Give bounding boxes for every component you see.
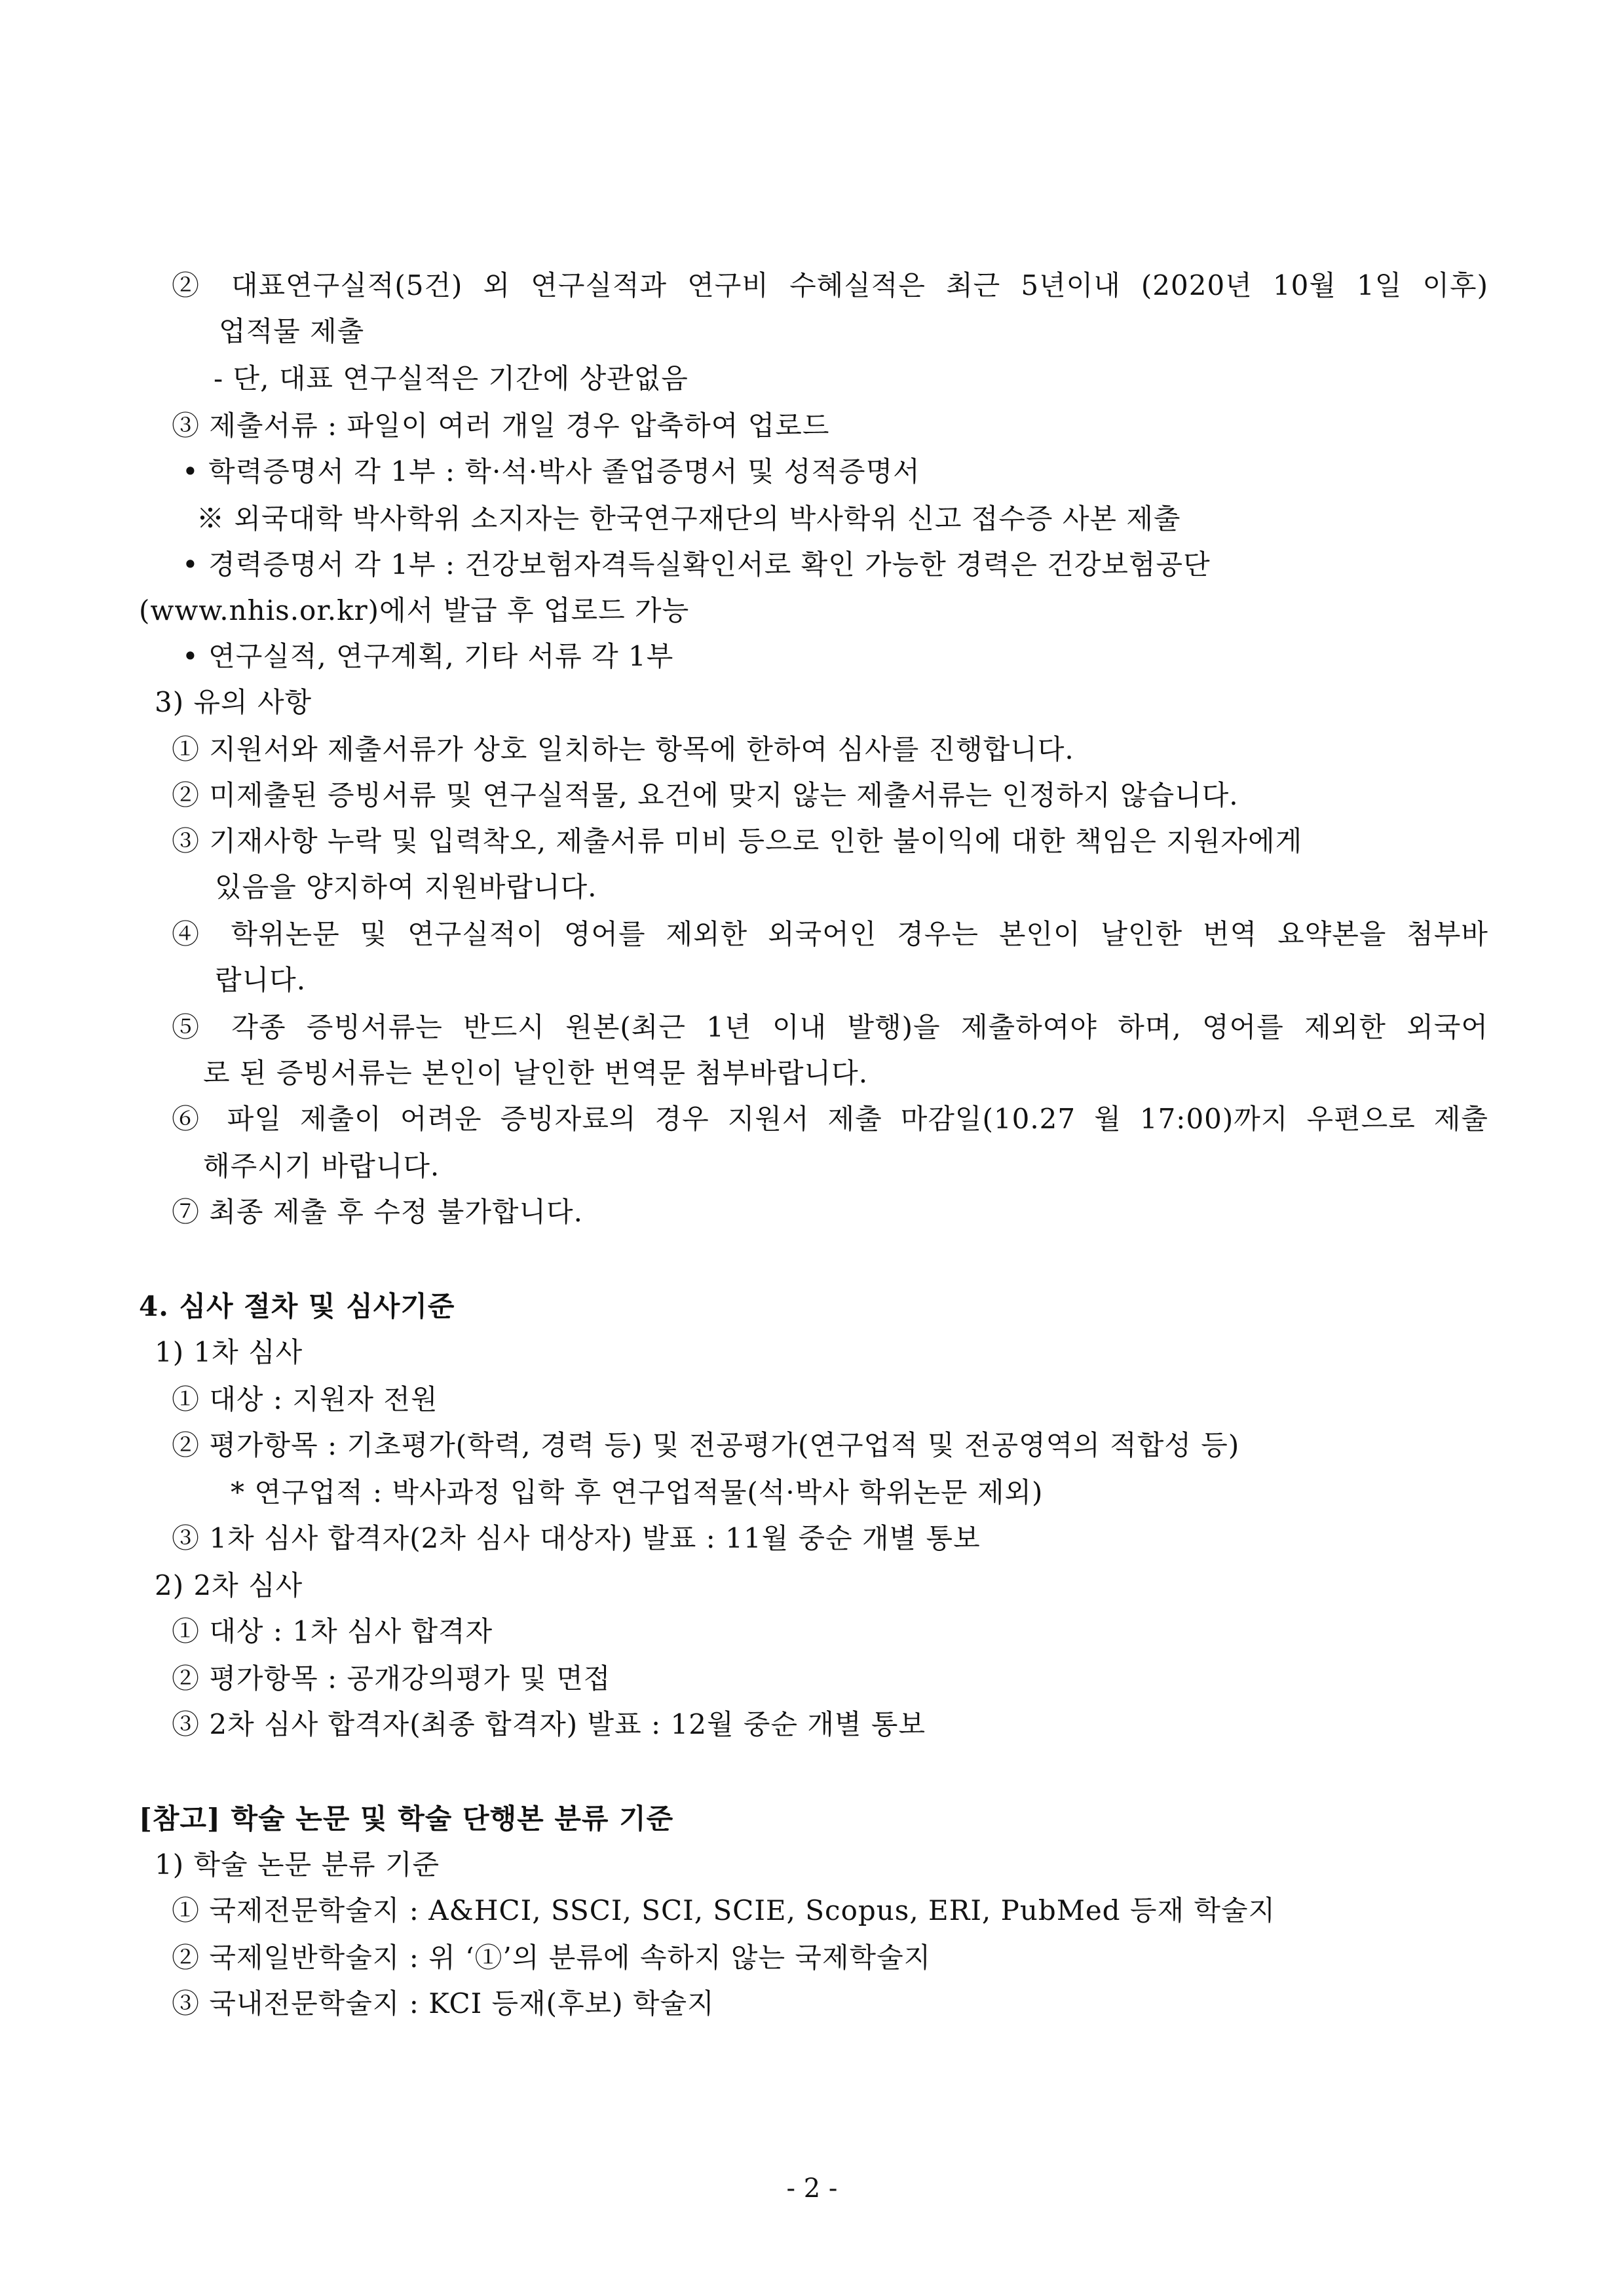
- stage1-item1: ① 대상 : 지원자 전원: [172, 1383, 438, 1415]
- stage1-item2-note: * 연구업적 : 박사과정 입학 후 연구업적물(석·박사 학위논문 제외): [231, 1476, 1044, 1508]
- item2-note: - 단, 대표 연구실적은 기간에 상관없음: [214, 362, 689, 394]
- reference-heading: 1) 학술 논문 분류 기준: [155, 1848, 440, 1881]
- notes-heading: 3) 유의 사항: [155, 686, 312, 718]
- note-6-line1: ⑥ 파일 제출이 어려운 증빙자료의 경우 지원서 제출 마감일(10.27 월 17:00)까지 우편으로 제출: [172, 1103, 1488, 1135]
- reference-item3: ③ 국내전문학술지 : KCI 등재(후보) 학술지: [172, 1987, 715, 2019]
- bullet-education: • 학력증명서 각 1부 : 학·석·박사 졸업증명서 및 성적증명서: [182, 455, 920, 488]
- note-7: ⑦ 최종 제출 후 수정 불가합니다.: [172, 1196, 583, 1228]
- bullet-research: • 연구실적, 연구계획, 기타 서류 각 1부: [182, 640, 674, 672]
- note-6-line2: 해주시기 바랍니다.: [203, 1150, 440, 1182]
- bullet-education-note: ※ 외국대학 박사학위 소지자는 한국연구재단의 박사학위 신고 접수증 사본 제출: [197, 503, 1181, 535]
- bullet-career-line2: (www.nhis.or.kr)에서 발급 후 업로드 가능: [139, 594, 690, 626]
- item2-line1: ② 대표연구실적(5건) 외 연구실적과 연구비 수혜실적은 최근 5년이내 (2020년 10월 1일 이후): [172, 269, 1488, 301]
- note-3-line1: ③ 기재사항 누락 및 입력착오, 제출서류 미비 등으로 인한 불이익에 대한 책임은 지원자에게: [172, 825, 1303, 857]
- reference-item1: ① 국제전문학술지 : A&HCI, SSCI, SCI, SCIE, Scopus, ERI, PubMed 등재 학술지: [172, 1894, 1276, 1926]
- stage2-item3: ③ 2차 심사 합격자(최종 합격자) 발표 : 12월 중순 개별 통보: [172, 1708, 926, 1740]
- note-5-line1: ⑤ 각종 증빙서류는 반드시 원본(최근 1년 이내 발행)을 제출하여야 하며, 영어를 제외한 외국어: [172, 1011, 1488, 1043]
- page-number: - 2 -: [786, 2173, 838, 2204]
- note-5-line2: 로 된 증빙서류는 본인이 날인한 번역문 첨부바랍니다.: [203, 1057, 869, 1089]
- stage1-item3: ③ 1차 심사 합격자(2차 심사 대상자) 발표 : 11월 중순 개별 통보: [172, 1522, 981, 1554]
- bullet-career-line1: • 경력증명서 각 1부 : 건강보험자격득실확인서로 확인 가능한 경력은 건강보험공단: [182, 548, 1211, 581]
- note-2: ② 미제출된 증빙서류 및 연구실적물, 요건에 맞지 않는 제출서류는 인정하지 않습니다.: [172, 779, 1239, 811]
- note-4-line2: 랍니다.: [215, 964, 307, 996]
- note-3-line2: 있음을 양지하여 지원바랍니다.: [215, 871, 597, 903]
- stage1-heading: 1) 1차 심사: [155, 1336, 303, 1368]
- stage2-item2: ② 평가항목 : 공개강의평가 및 면접: [172, 1662, 611, 1694]
- stage1-item2: ② 평가항목 : 기초평가(학력, 경력 등) 및 전공평가(연구업적 및 전공영역의 적합성 등): [172, 1429, 1240, 1461]
- note-4-line1: ④ 학위논문 및 연구실적이 영어를 제외한 외국어인 경우는 본인이 날인한 번역 요약본을 첨부바: [172, 918, 1488, 950]
- item3-line: ③ 제출서류 : 파일이 여러 개일 경우 압축하여 업로드: [172, 410, 830, 442]
- item2-line2: 업적물 제출: [219, 315, 365, 347]
- section4-title: 4. 심사 절차 및 심사기준: [139, 1290, 455, 1322]
- reference-item2: ② 국제일반학술지 : 위 ‘①’의 분류에 속하지 않는 국제학술지: [172, 1942, 932, 1974]
- reference-title: [참고] 학술 논문 및 학술 단행본 분류 기준: [139, 1803, 674, 1835]
- stage2-heading: 2) 2차 심사: [155, 1569, 303, 1601]
- stage2-item1: ① 대상 : 1차 심사 합격자: [172, 1615, 493, 1647]
- note-1: ① 지원서와 제출서류가 상호 일치하는 항목에 한하여 심사를 진행합니다.: [172, 733, 1074, 765]
